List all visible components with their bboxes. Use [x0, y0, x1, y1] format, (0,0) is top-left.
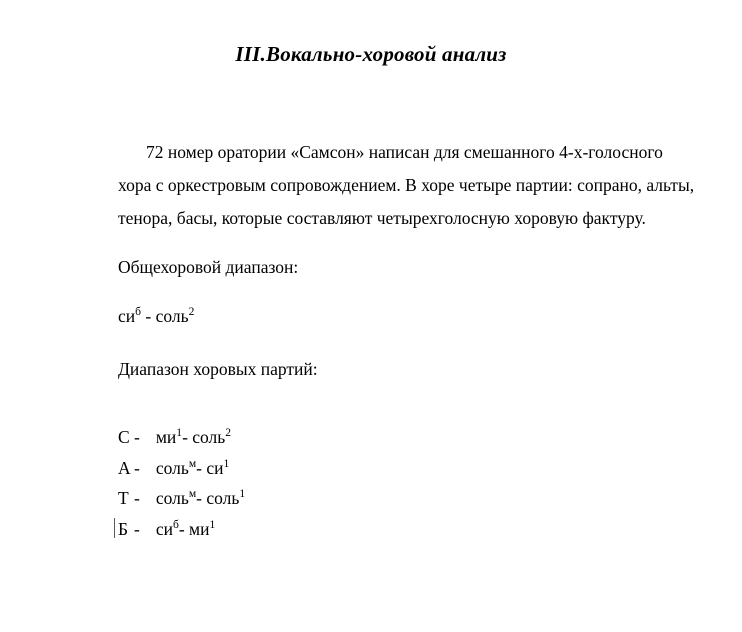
part-high-octave: 2 [225, 427, 232, 440]
overall-range-separator: - [141, 306, 156, 326]
part-high-octave: 1 [239, 488, 246, 501]
part-dash: - [134, 457, 140, 478]
part-low-note: соль [155, 488, 189, 508]
paragraph-text [118, 136, 718, 235]
part-low-note: соль [155, 457, 189, 478]
paragraph-line-1: 72 номер оратории «Самсон» написан для смешанного 4-х-голосного [146, 142, 663, 162]
page-title: III.Вокально-хоровой анализ [235, 42, 507, 67]
part-low-note: си [155, 518, 173, 539]
part-separator: - [196, 488, 207, 508]
part-low-note: ми [155, 427, 177, 447]
part-separator: - [196, 457, 207, 478]
part-range [144, 483, 245, 514]
part-range [144, 514, 215, 545]
paragraph-line-2: хора с оркестровым сопровождением. В хоре четыре партии: сопрано, альты, [118, 175, 695, 195]
part-dash: - [134, 427, 140, 447]
part-voice-label: А [118, 457, 131, 478]
part-low-octave: б [172, 518, 179, 531]
part-high-octave: 1 [209, 518, 216, 531]
part-separator: - [178, 518, 190, 539]
part-high-octave: 1 [223, 457, 230, 470]
list-item [118, 453, 418, 484]
part-high-note: си [206, 457, 224, 478]
parts-range-heading: Диапазон хоровых партий: [118, 359, 318, 379]
part-dash: - [134, 488, 140, 508]
part-voice-label: Т [118, 488, 129, 508]
part-high-note: соль [206, 488, 240, 508]
overall-range-high-note: соль [155, 306, 189, 326]
part-separator: - [182, 427, 193, 447]
part-low-octave: м [188, 488, 197, 501]
part-voice-label: С [118, 427, 130, 447]
intro-paragraph [118, 136, 718, 235]
list-item [118, 514, 418, 545]
text-cursor [114, 518, 115, 538]
paragraph-line-3: тенора, басы, которые составляют четырехголосную хоровую фактуру. [118, 208, 646, 228]
list-item [118, 483, 418, 514]
list-item [118, 422, 418, 453]
part-high-note: ми [189, 518, 210, 539]
overall-range-label: Общехоровой диапазон: [118, 257, 299, 277]
part-range [144, 422, 231, 453]
overall-range-low-note: си [118, 306, 136, 326]
part-voice-label: Б [118, 518, 129, 539]
part-high-note: соль [192, 427, 226, 447]
voice-parts-list [118, 422, 418, 544]
part-dash: - [134, 518, 140, 539]
part-range [144, 453, 229, 484]
part-low-octave: 1 [176, 427, 183, 440]
part-low-octave: м [188, 457, 197, 470]
overall-range-high-octave: 2 [188, 306, 195, 319]
overall-range-value [118, 305, 194, 327]
overall-range-low-octave: б [135, 306, 142, 319]
